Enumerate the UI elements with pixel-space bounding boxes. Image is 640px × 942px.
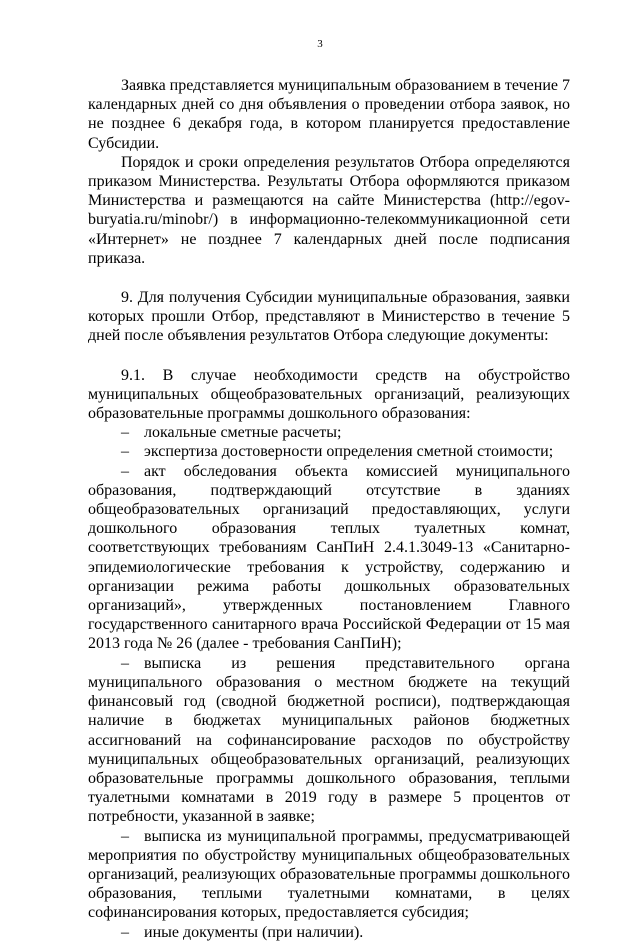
spacer bbox=[88, 268, 570, 288]
list-dash: – bbox=[121, 923, 129, 941]
paragraph-clause-9: 9. Для получения Субсидии муниципальные образования, заявки которых прошли Отбор, представляют в Министерство в течение 5 дней после объявления результатов Отбора следующие документы: bbox=[88, 289, 570, 345]
list-dash: – bbox=[121, 462, 129, 480]
list-dash: – bbox=[121, 443, 129, 461]
list-item-text: иные документы (при наличии). bbox=[144, 923, 364, 941]
document-body bbox=[88, 76, 570, 942]
page-number: 3 bbox=[317, 38, 323, 50]
list-item-text: выписка из муниципальной программы, предусматривающей мероприятия по обустройству муниципальных общеобразовательных организаций, реализующих образовательные программы дошкольного образования, теплыми туалетными комнатами, в целях софинансирования которых, предоставляется субсидия; bbox=[88, 827, 570, 922]
list-item-text: выписка из решения представительного органа муниципального образования о местном бюджете на текущий финансовый год (сводной бюджетной росписи), подтверждающая наличие в бюджетах муниципальных районов бюджетных ассигнований на софинансирование расходов по обустройству муниципальных общеобразовательных организаций, реализующих образовательные программы дошкольного образования, теплыми туалетными комнатами в 2019 году в размере 5 процентов от потребности, указанной в заявке; bbox=[88, 654, 570, 826]
paragraph-clause-9-1: 9.1. В случае необходимости средств на обустройство муниципальных общеобразовательных организаций, реализующих образовательные программы дошкольного образования: bbox=[88, 366, 570, 423]
list-item bbox=[88, 462, 570, 654]
list-dash: – bbox=[121, 654, 129, 672]
list-dash: – bbox=[121, 827, 129, 845]
list-item-text: экспертиза достоверности определения сметной стоимости; bbox=[144, 443, 554, 461]
list-item bbox=[88, 442, 570, 461]
paragraph-selection-results: Порядок и сроки определения результатов Отбора определяются приказом Министерства. Результаты Отбора оформляются приказом Министерства и размещаются на сайте Министерства (http://egov-buryatia.ru/minobr/) в информационно-телекоммуникационной сети «Интернет» не позднее 7 календарных дней после подписания приказа. bbox=[88, 153, 570, 267]
list-dash: – bbox=[121, 424, 129, 442]
list-item bbox=[88, 827, 570, 923]
list-item-text: локальные сметные расчеты; bbox=[144, 424, 342, 442]
spacer bbox=[88, 346, 570, 366]
list-item bbox=[88, 654, 570, 827]
list-item bbox=[88, 923, 570, 942]
list-item bbox=[88, 423, 570, 442]
list-item-text: акт обследования объекта комиссией муниципального образования, подтверждающий отсутствие в зданиях общеобразовательных организаций предоставляющих, услуги дошкольного образования теплых туалетных комнат, соответствующих требованиям СанПиН 2.4.1.3049-13 «Санитарно-эпидемиологические требования к устройству, содержанию и организации режима работы дошкольных образовательных организаций», утвержденных постановлением Главного государственного санитарного врача Российской Федерации от 15 мая 2013 года № 26 (далее - требования СанПиН); bbox=[88, 462, 570, 653]
paragraph-application-deadline: Заявка представляется муниципальным образованием в течение 7 календарных дней со дня объявления о проведении отбора заявок, но не позднее 6 декабря года, в котором планируется предоставление Субсидии. bbox=[88, 77, 570, 152]
